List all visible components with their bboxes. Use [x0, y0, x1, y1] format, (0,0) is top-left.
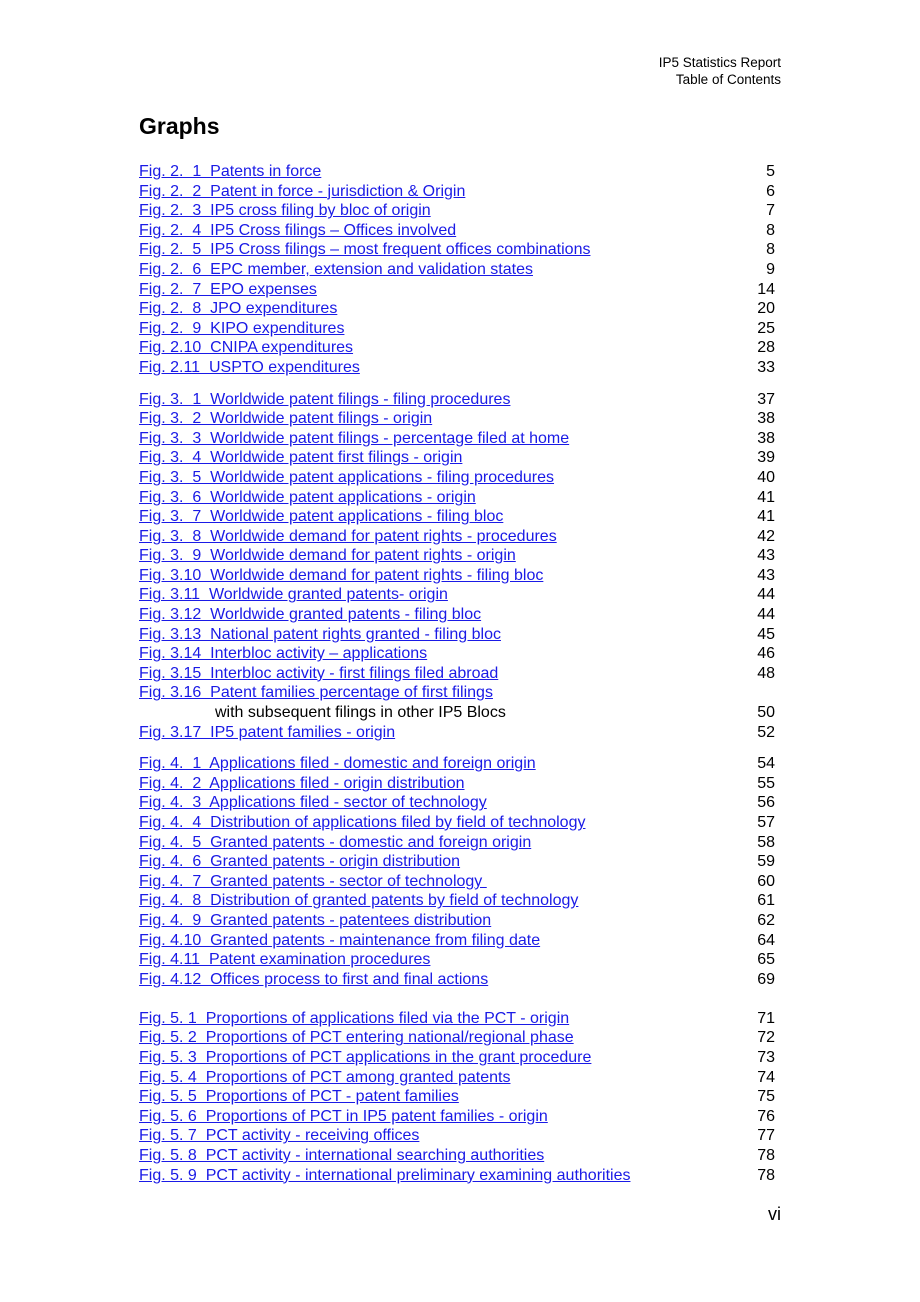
toc-entry: [139, 833, 775, 853]
toc-page-number: 71: [757, 1009, 775, 1027]
toc-entry-link[interactable]: Fig. 5. 9 PCT activity - international preliminary examining authorities: [139, 1166, 631, 1184]
toc-entry-link[interactable]: Fig. 3. 9 Worldwide demand for patent rights - origin: [139, 547, 516, 565]
toc-entry: [139, 527, 775, 547]
toc-page-number: 59: [757, 853, 775, 871]
toc-entry: [139, 931, 775, 951]
toc-entry-link[interactable]: Fig. 4. 3 Applications filed - sector of technology: [139, 794, 487, 812]
toc-entry-link[interactable]: Fig. 2. 8 JPO expenditures: [139, 300, 338, 318]
toc-entry-link[interactable]: Fig. 2. 5 IP5 Cross filings – most frequent offices combinations: [139, 241, 591, 259]
toc-page-number: 64: [757, 931, 775, 949]
toc-page-number: 61: [757, 892, 775, 910]
toc-entry: [139, 280, 775, 300]
toc-entry-link[interactable]: Fig. 4. 9 Granted patents - patentees distribution: [139, 911, 492, 929]
toc-entry: [139, 950, 775, 970]
toc-entry: [139, 409, 775, 429]
toc-page-number: 41: [757, 488, 775, 506]
page-number: vi: [768, 1204, 781, 1224]
toc-section: [139, 390, 775, 743]
toc-page-number: 33: [757, 358, 775, 376]
toc-entry-link[interactable]: Fig. 4. 4 Distribution of applications filed by field of technology: [139, 814, 586, 831]
toc-entry-link[interactable]: Fig. 4. 2 Applications filed - origin distribution: [139, 774, 465, 792]
toc-page-number: 44: [757, 586, 775, 604]
toc-entry-link[interactable]: Fig. 3. 6 Worldwide patent applications - origin: [139, 488, 476, 506]
toc-entry: [139, 1087, 775, 1107]
toc-entry-link[interactable]: Fig. 2. 1 Patents in force: [139, 163, 322, 180]
toc-entry: [139, 872, 775, 892]
toc-page-number: 6: [766, 182, 775, 200]
table-of-contents: [139, 162, 775, 1185]
page-title: Graphs: [139, 113, 220, 139]
toc-entry: [139, 507, 775, 527]
toc-entry: [139, 358, 775, 378]
toc-page-number: 5: [766, 163, 775, 180]
toc-entry-link[interactable]: Fig. 3.14 Interbloc activity – applications: [139, 645, 428, 663]
toc-entry: [139, 664, 775, 684]
toc-entry: [139, 703, 775, 723]
toc-entry-link[interactable]: Fig. 3. 1 Worldwide patent filings - filing procedures: [139, 390, 511, 408]
toc-entry-link[interactable]: Fig. 5. 2 Proportions of PCT entering national/regional phase: [139, 1029, 574, 1047]
toc-section: [139, 162, 775, 378]
toc-page-number: 78: [757, 1166, 775, 1184]
toc-entry: [139, 1146, 775, 1166]
toc-page-number: 28: [757, 339, 775, 357]
toc-entry: [139, 448, 775, 468]
toc-page-number: 52: [757, 723, 775, 741]
toc-page-number: 50: [757, 704, 775, 722]
toc-page-number: 9: [766, 260, 775, 278]
toc-entry-link[interactable]: Fig. 3.17 IP5 patent families - origin: [139, 723, 396, 741]
toc-entry-link[interactable]: Fig. 2. 9 KIPO expenditures: [139, 319, 345, 337]
toc-page-number: 65: [757, 951, 775, 969]
toc-entry-link[interactable]: Fig. 4.10 Granted patents - maintenance from filing date: [139, 931, 541, 949]
toc-page-number: 40: [757, 468, 775, 486]
toc-entry: [139, 891, 775, 911]
toc-page-number: 73: [757, 1049, 775, 1067]
toc-page-number: 44: [757, 606, 775, 624]
toc-page-number: 48: [757, 664, 775, 682]
toc-entry-link[interactable]: Fig. 4. 7 Granted patents - sector of technology: [139, 872, 487, 890]
toc-page-number: 75: [757, 1088, 775, 1106]
header-section-title: Table of Contents: [675, 71, 781, 87]
toc-entry-link[interactable]: Fig. 2.10 CNIPA expenditures: [139, 339, 354, 357]
toc-entry: [139, 585, 775, 605]
toc-entry: [139, 546, 775, 566]
toc-entry: [139, 1028, 775, 1048]
toc-entry: [139, 683, 775, 703]
toc-page-number: 74: [757, 1068, 775, 1086]
toc-entry-link[interactable]: Fig. 3.12 Worldwide granted patents - filing bloc: [139, 606, 482, 624]
toc-page-number: 58: [757, 833, 775, 851]
toc-entry-link[interactable]: Fig. 3.15 Interbloc activity - first filings filed abroad: [139, 664, 499, 682]
toc-entry: [139, 162, 775, 182]
toc-page-number: 43: [757, 566, 775, 584]
toc-entry-link[interactable]: Fig. 5. 4 Proportions of PCT among granted patents: [139, 1068, 511, 1086]
toc-entry: [139, 468, 775, 488]
toc-page-number: 38: [757, 410, 775, 428]
toc-entry: [139, 754, 775, 774]
toc-entry: [139, 338, 775, 358]
toc-page-number: 8: [766, 221, 775, 239]
running-header: [659, 55, 781, 88]
toc-entry: [139, 911, 775, 931]
toc-page-number: 45: [757, 625, 775, 643]
toc-entry-link[interactable]: Fig. 3. 5 Worldwide patent applications - filing procedures: [139, 468, 555, 486]
toc-entry-link[interactable]: Fig. 3. 7 Worldwide patent applications - filing bloc: [139, 508, 504, 526]
toc-entry: [139, 605, 775, 625]
toc-page-number: 42: [757, 527, 775, 545]
toc-entry-link[interactable]: Fig. 3.13 National patent rights granted - filing bloc: [139, 625, 501, 643]
toc-entry: [139, 625, 775, 645]
toc-page-number: 20: [757, 300, 775, 318]
toc-entry-link[interactable]: Fig. 5. 1 Proportions of applications filed via the PCT - origin: [139, 1009, 570, 1027]
toc-section: [139, 1009, 775, 1185]
toc-entry: [139, 182, 775, 202]
toc-page-number: 57: [757, 814, 775, 831]
toc-entry-link[interactable]: Fig. 2. 7 EPO expenses: [139, 280, 317, 298]
toc-page-number: 55: [757, 774, 775, 792]
toc-page-number: 69: [757, 970, 775, 988]
toc-entry-link[interactable]: Fig. 2.11 USPTO expenditures: [139, 358, 360, 376]
toc-entry-link[interactable]: Fig. 3.16 Patent families percentage of first filings: [139, 684, 493, 702]
toc-entry-link[interactable]: Fig. 3. 4 Worldwide patent first filings - origin: [139, 449, 463, 467]
toc-entry-link[interactable]: Fig. 4. 1 Applications filed - domestic and foreign origin: [139, 755, 536, 773]
toc-entry-continuation: with subsequent filings in other IP5 Blocs: [215, 704, 506, 722]
toc-entry: [139, 260, 775, 280]
toc-entry: [139, 970, 775, 990]
toc-entry-link[interactable]: Fig. 5. 6 Proportions of PCT in IP5 patent families - origin: [139, 1107, 548, 1125]
toc-entry-link[interactable]: Fig. 3. 3 Worldwide patent filings - percentage filed at home: [139, 429, 570, 447]
toc-entry: [139, 390, 775, 410]
toc-entry-link[interactable]: Fig. 2. 6 EPC member, extension and validation states: [139, 260, 533, 278]
toc-entry-link[interactable]: Fig. 3. 2 Worldwide patent filings - origin: [139, 410, 433, 428]
toc-page-number: 54: [757, 755, 775, 773]
toc-entry-link[interactable]: Fig. 2. 3 IP5 cross filing by bloc of origin: [139, 202, 431, 220]
toc-entry: [139, 1009, 775, 1029]
toc-entry-link[interactable]: Fig. 2. 2 Patent in force - jurisdiction & Origin: [139, 182, 466, 200]
toc-entry: [139, 201, 775, 221]
toc-entry: [139, 644, 775, 664]
toc-page-number: 78: [757, 1147, 775, 1164]
toc-entry: [139, 221, 775, 241]
toc-page-number: 8: [766, 241, 775, 259]
toc-page-number: 56: [757, 794, 775, 812]
toc-page-number: 39: [757, 449, 775, 467]
toc-entry: [139, 488, 775, 508]
toc-entry: [139, 723, 775, 743]
toc-entry-link[interactable]: Fig. 4.11 Patent examination procedures: [139, 951, 431, 969]
toc-page-number: 25: [757, 319, 775, 337]
toc-page-number: 38: [757, 429, 775, 447]
toc-entry-link[interactable]: Fig. 3. 8 Worldwide demand for patent rights - procedures: [139, 527, 557, 545]
toc-page-number: 46: [757, 645, 775, 663]
toc-page-number: 7: [766, 202, 775, 220]
toc-entry: [139, 1166, 775, 1186]
toc-entry-link[interactable]: Fig. 3.10 Worldwide demand for patent rights - filing bloc: [139, 566, 544, 584]
toc-entry-link[interactable]: Fig. 3.11 Worldwide granted patents- origin: [139, 586, 448, 604]
toc-entry-link[interactable]: Fig. 4. 6 Granted patents - origin distribution: [139, 853, 461, 871]
toc-entry: [139, 852, 775, 872]
toc-entry: [139, 793, 775, 813]
toc-entry: [139, 1107, 775, 1127]
toc-section: [139, 754, 775, 989]
toc-page-number: 77: [757, 1127, 775, 1145]
toc-page-number: 62: [757, 911, 775, 929]
toc-entry: [139, 1068, 775, 1088]
toc-entry: [139, 299, 775, 319]
toc-page-number: 60: [757, 872, 775, 890]
toc-entry-link[interactable]: Fig. 4.12 Offices process to first and final actions: [139, 970, 489, 988]
toc-entry: [139, 240, 775, 260]
toc-page-number: 37: [757, 390, 775, 408]
toc-entry: [139, 566, 775, 586]
toc-entry: [139, 1048, 775, 1068]
toc-entry-link[interactable]: Fig. 5. 5 Proportions of PCT - patent families: [139, 1088, 459, 1106]
toc-entry-link[interactable]: Fig. 5. 3 Proportions of PCT applications in the grant procedure: [139, 1049, 592, 1067]
toc-entry: [139, 429, 775, 449]
toc-page-number: 76: [757, 1107, 775, 1125]
toc-entry-link[interactable]: Fig. 2. 4 IP5 Cross filings – Offices involved: [139, 221, 457, 239]
toc-entry: [139, 319, 775, 339]
toc-entry: [139, 1126, 775, 1146]
toc-entry-link[interactable]: Fig. 5. 8 PCT activity - international searching authorities: [139, 1147, 545, 1164]
toc-entry-link[interactable]: Fig. 4. 5 Granted patents - domestic and foreign origin: [139, 833, 532, 851]
toc-page-number: 14: [757, 280, 775, 298]
toc-entry-link[interactable]: Fig. 4. 8 Distribution of granted patents by field of technology: [139, 892, 579, 910]
toc-entry: [139, 774, 775, 794]
toc-entry-link[interactable]: Fig. 5. 7 PCT activity - receiving offices: [139, 1127, 420, 1145]
toc-page-number: 41: [757, 508, 775, 526]
toc-page-number: 72: [757, 1029, 775, 1047]
toc-entry: [139, 813, 775, 833]
toc-page-number: 43: [757, 547, 775, 565]
header-report-title: IP5 Statistics Report: [658, 55, 781, 70]
